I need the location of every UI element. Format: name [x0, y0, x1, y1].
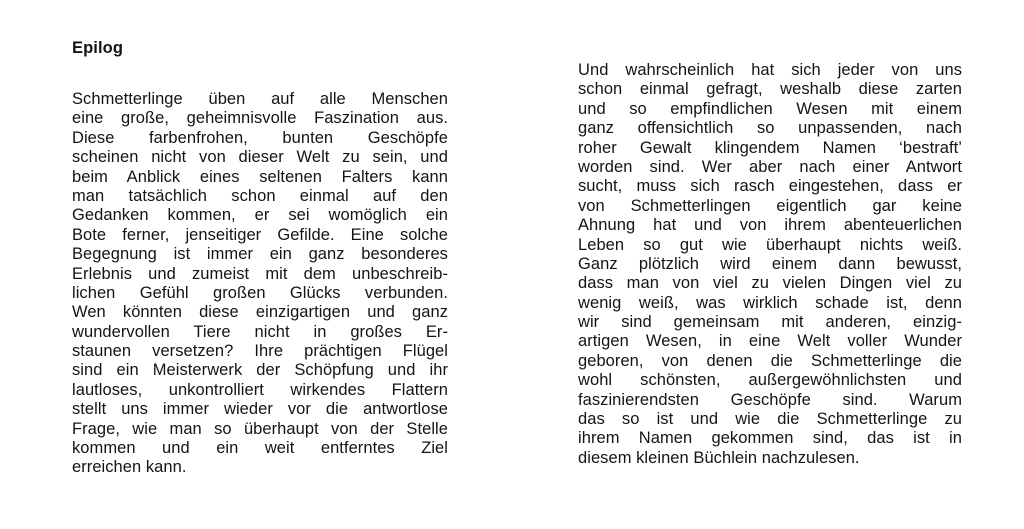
text-line: das so ist und wie die Schmetterlinge zu — [578, 410, 962, 429]
text-line: ihrem Namen gekommen sind, das ist in — [578, 429, 962, 448]
text-line: Und wahrscheinlich hat sich jeder von uns — [578, 61, 962, 79]
text-line: stellt uns immer wieder vor die antwortlose — [72, 400, 448, 419]
text-line: ganz offensichtlich so unpassenden, nach — [578, 119, 962, 138]
text-line: scheinen nicht von dieser Welt zu sein, und — [72, 148, 448, 167]
text-line: erreichen kann. — [72, 458, 187, 477]
text-line: geboren, von denen die Schmetterlinge die — [578, 351, 962, 370]
right-page — [512, 0, 1024, 529]
text-line: Schmetterlinge üben auf alle Menschen — [72, 90, 448, 108]
text-line: kommen und ein weit entferntes Ziel — [72, 439, 448, 458]
text-line: roher Gewalt klingendem Namen ‘bestraft’ — [578, 138, 962, 157]
text-line: Begegnung ist immer ein ganz besonderes — [72, 245, 448, 264]
text-line: man tatsächlich schon einmal auf den — [72, 186, 448, 205]
right-text-column — [578, 61, 962, 468]
text-line: von Schmetterlingen eigentlich gar keine — [578, 196, 962, 215]
text-line: Bote ferner, jenseitiger Gefilde. Eine solche — [72, 225, 448, 244]
text-line: wundervollen Tiere nicht in großes Er- — [72, 322, 448, 341]
text-line: schon einmal gefragt, weshalb diese zarten — [578, 80, 962, 99]
text-line: lichen Gefühl großen Glücks verbunden. — [72, 283, 448, 302]
text-line: dass man von viel zu vielen Dingen viel zu — [578, 274, 962, 293]
text-line: eine große, geheimnisvolle Faszination aus. — [72, 109, 448, 128]
text-line: staunen versetzen? Ihre prächtigen Flügel — [72, 342, 448, 361]
text-line: worden sind. Wer aber nach einer Antwort — [578, 157, 962, 176]
text-line: faszinierendsten Geschöpfe sind. Warum — [578, 390, 962, 409]
text-line: sind ein Meisterwerk der Schöpfung und ihr — [72, 361, 448, 380]
text-line: sucht, muss sich rasch eingestehen, dass er — [578, 177, 962, 196]
text-line: diesem kleinen Büchlein nachzulesen. — [578, 448, 860, 467]
text-line: beim Anblick eines seltenen Falters kann — [72, 167, 448, 186]
page-heading: Epilog — [72, 39, 124, 57]
text-line: wohl schönsten, außergewöhnlichsten und — [578, 371, 962, 390]
text-line: Frage, wie man so überhaupt von der Stelle — [72, 419, 448, 438]
text-line: Erlebnis und zumeist mit dem unbeschreib- — [72, 264, 448, 283]
text-line: Diese farbenfrohen, bunten Geschöpfe — [72, 128, 448, 147]
text-line: Ahnung hat und von ihrem abenteuerlichen — [578, 216, 962, 235]
text-line: und so empfindlichen Wesen mit einem — [578, 99, 962, 118]
text-line: lautloses, unkontrolliert wirkendes Flattern — [72, 380, 448, 399]
text-line: Wen könnten diese einzigartigen und ganz — [72, 303, 448, 322]
text-line: artigen Wesen, in eine Welt voller Wunder — [578, 332, 962, 351]
text-line: Gedanken kommen, er sei womöglich ein — [72, 206, 448, 225]
text-line: Ganz plötzlich wird einem dann bewusst, — [578, 254, 962, 273]
text-line: wenig weiß, was wirklich schade ist, denn — [578, 293, 962, 312]
text-line: wir sind gemeinsam mit anderen, einzig- — [578, 313, 962, 332]
left-text-column — [72, 90, 448, 478]
text-line: Leben so gut wie überhaupt nichts weiß. — [578, 235, 962, 254]
